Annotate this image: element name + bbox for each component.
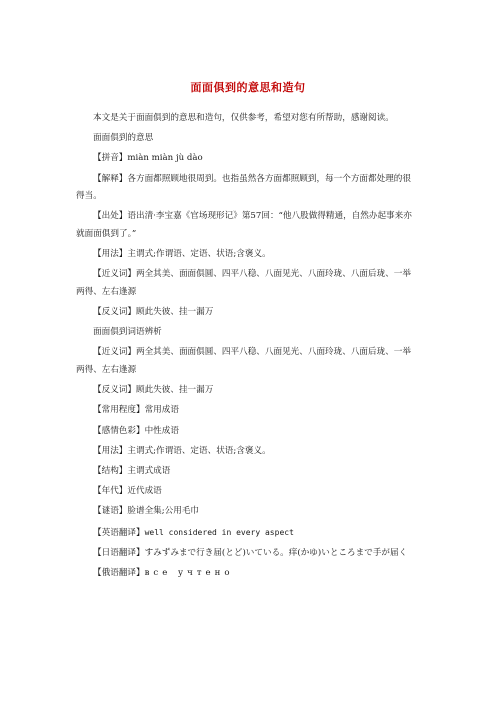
intro-paragraph: 本文是关于面面俱到的意思和造句，仅供参考，希望对您有所帮助，感谢阅读。 <box>93 113 394 123</box>
explanation-paragraph: 【解释】各方面都照顾地很周到。也指虽然各方面都照顾到，每一个方面都处理的很得当。 <box>76 173 411 202</box>
sentiment-line: 【感情色彩】中性成语 <box>93 425 179 436</box>
era-line: 【年代】近代成语 <box>93 486 162 497</box>
source-paragraph: 【出处】语出清·李宝嘉《官场现形记》第57回：“他八股做得精通，自然办起事来亦就面面俱到了。” <box>76 211 412 239</box>
section-heading-meaning: 面面俱到的意思 <box>93 133 154 144</box>
russian-translation-line <box>76 565 418 583</box>
japanese-translation-paragraph: 【日语翻译】すみずみまで行き届(とど)いている。痒(かゆ)いところまで手が届く <box>93 547 408 558</box>
document-title: 面面俱到的意思和造句 <box>190 81 306 94</box>
frequency-line: 【常用程度】常用成语 <box>93 405 179 416</box>
english-translation-value: well considered in every aspect <box>144 527 294 537</box>
synonyms-paragraph-2: 【近义词】两全其美、面面俱圆、四平八稳、八面见光、八面玲珑、八面后珑、一举两得、左右逢源 <box>76 347 411 376</box>
pinyin-line: 【拼音】miàn miàn jù dào <box>93 153 203 164</box>
russian-translation-label: 【俄语翻译】 <box>93 567 145 578</box>
english-translation-label: 【英语翻译】 <box>93 527 145 538</box>
section-heading-analysis: 面面俱到词语辨析 <box>93 327 162 338</box>
antonyms-line: 【反义词】顾此失彼、挂一漏万 <box>93 307 214 318</box>
usage-line-2: 【用法】主谓式;作谓语、定语、状语;含褒义。 <box>93 445 271 456</box>
usage-line: 【用法】主谓式;作谓语、定语、状语;含褒义。 <box>93 249 271 260</box>
document-body <box>76 110 418 585</box>
english-translation-line <box>76 524 418 543</box>
synonyms-paragraph: 【近义词】两全其美、面面俱圆、四平八稳、八面见光、八面玲珑、八面后珑、一举两得、左右逢源 <box>76 269 411 297</box>
russian-translation-value: все учтено <box>144 567 234 578</box>
structure-line: 【结构】主谓式成语 <box>93 466 171 476</box>
antonyms-line-2: 【反义词】顾此失彼、挂一漏万 <box>93 385 214 396</box>
riddle-line: 【谜语】脸谱全集;公用毛巾 <box>93 506 200 517</box>
